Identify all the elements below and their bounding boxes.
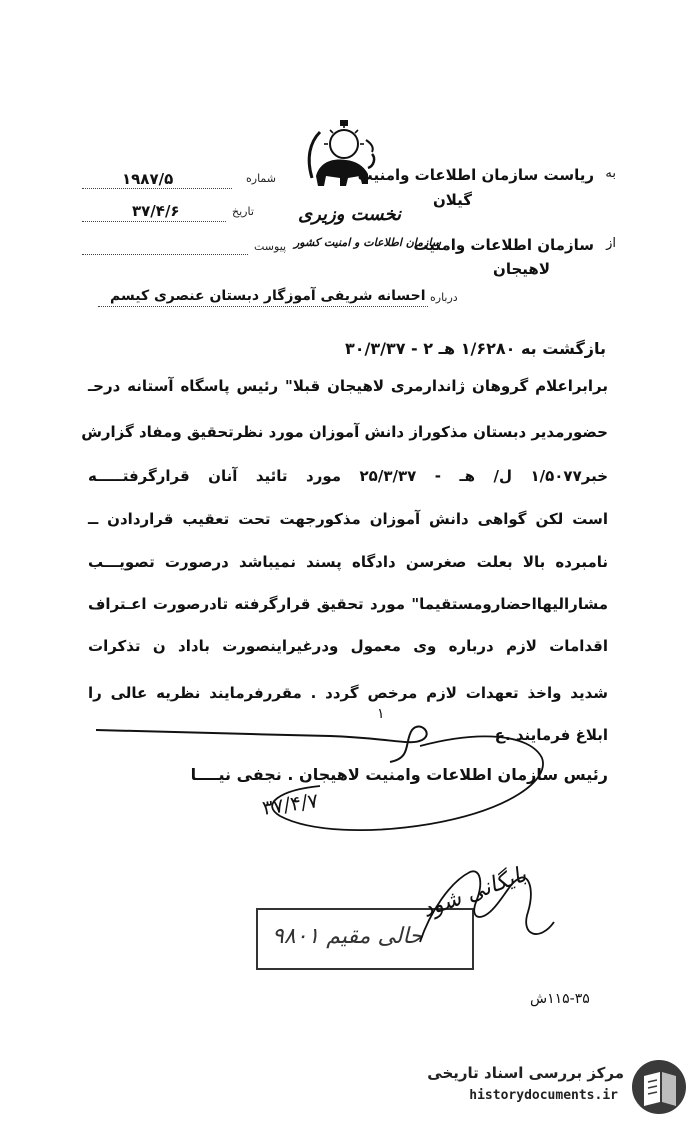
handwritten-date: ۳۷/۴/۷ — [260, 788, 320, 820]
body-line-3: خبر۱/۵۰۷۷ ل/ هـ - ۲۵/۳/۳۷ مورد تائید آنان قرارگرفتـــــه — [88, 467, 608, 485]
body-line-6: مشارالیهااحضارومستقیما" مورد تحقیق قرارگرفته تادرصورت اعـتراف — [88, 595, 608, 613]
attachment-dots — [82, 254, 248, 255]
body-line-1: برابراعلام گروهان ژاندارمری لاهیجان قبلا" رئیس پاسگاه آستانه درحـ — [88, 377, 608, 395]
date-dots — [82, 221, 226, 222]
attachment-label: پیوست — [254, 240, 287, 253]
sender-city: لاهیجان — [493, 260, 550, 278]
lion-and-sun-emblem-icon — [302, 118, 382, 196]
number-value: ۱۹۸۷/۵ — [122, 170, 174, 188]
signature-scrawl-icon — [90, 700, 550, 840]
subject-dots — [98, 306, 428, 307]
ministry-name: نخست وزیری — [298, 204, 402, 225]
subject-value: احسانه شریفی آموزگار دبستان عنصری کیسم — [110, 288, 426, 304]
body-line-2: حضورمدیر دبستان مذکوراز دانش آموزان مورد نظرتحقیق ومفاد گزارش — [81, 423, 608, 441]
watermark-url: historydocuments.ir — [469, 1088, 618, 1103]
archive-scrawl-icon — [400, 852, 560, 962]
signatory-line: رئیس سازمان اطلاعات وامنیت لاهیجان . نجفی نیــــا — [190, 765, 608, 784]
recipient-prefix: به — [605, 166, 616, 181]
body-line-5: نامبرده بالا بعلت صغرسن دادگاه پسند نمیباشد درصورت تصویـــب — [88, 553, 608, 571]
body-line-8: شدید واخذ تعهدات لازم مرخص گردد . مقررفرمایند نظریه عالی را — [88, 684, 608, 702]
body-line-4: است لکن گواهی دانش آموزان مذکورجهت تحت تعقیب قراردادن ــ — [88, 510, 608, 528]
archive-stamp-text: حالی مقیم ۹۸۰۱ — [272, 924, 423, 949]
reference-line: بازگشت به ۱/۶۲۸۰ هـ ۲ - ۳۰/۳/۳۷ — [344, 339, 606, 358]
date-label: تاریخ — [232, 205, 254, 218]
sender-prefix: از — [606, 236, 616, 251]
sender-org: سازمان اطلاعات وامنیت — [413, 236, 594, 254]
watermark-title: مرکز بررسی اسناد تاریخی — [427, 1064, 624, 1082]
date-value: ۳۷/۴/۶ — [132, 202, 180, 220]
recipient-org: ریاست سازمان اطلاعات وامنیت — [357, 166, 594, 184]
body-line-9: ابلاغ فرمایند .ع — [494, 726, 608, 744]
subject-label: درباره — [430, 291, 458, 304]
recipient-province: گیلان — [432, 191, 472, 209]
ministry-subtitle: سازمان اطلاعات و امنیت کشور — [294, 236, 441, 249]
number-dots — [82, 188, 232, 189]
number-label: شماره — [246, 172, 277, 185]
archive-note: بایگانی شود — [419, 862, 530, 923]
archive-logo-icon — [630, 1058, 688, 1116]
body-line-7: اقدامات لازم درباره وی معمول ودرغیراینصورت باداد ن تذکرات — [88, 637, 608, 655]
handwritten-mark: ۱ — [377, 706, 385, 722]
document-number: ۱۱۵-۳۵ش — [530, 991, 590, 1007]
